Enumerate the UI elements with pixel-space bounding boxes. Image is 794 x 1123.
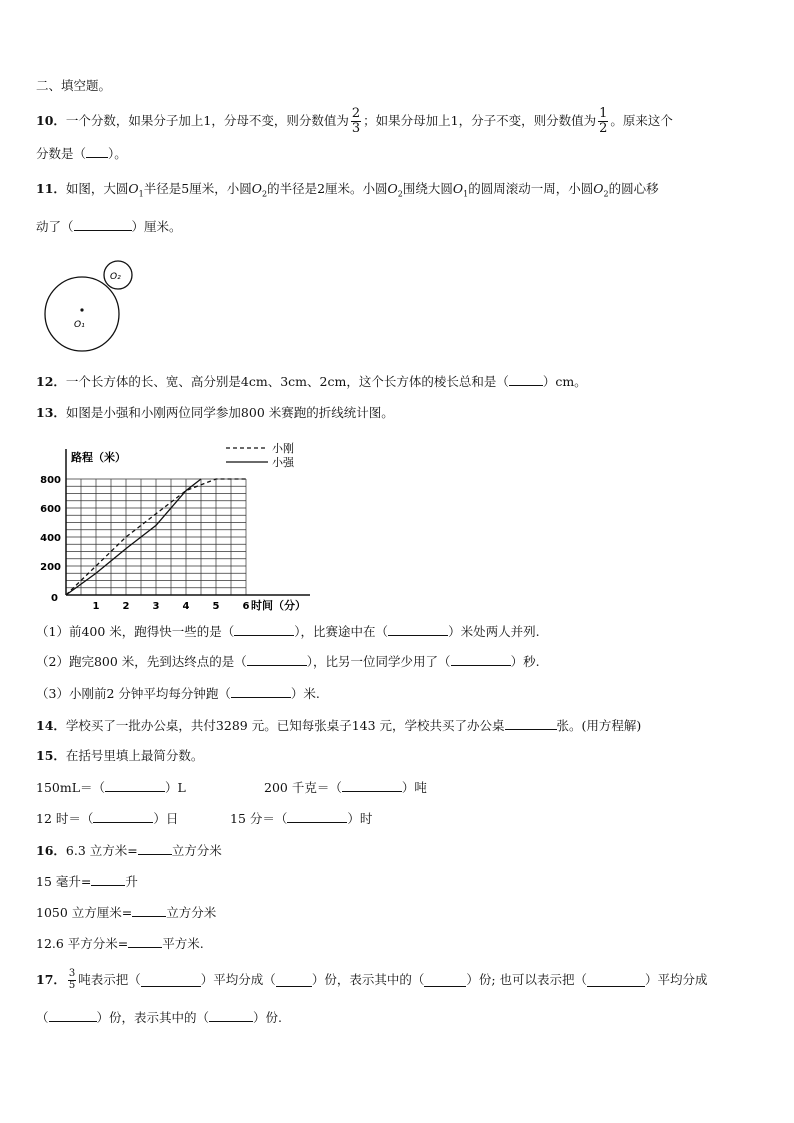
answer-blank[interactable]	[451, 664, 511, 666]
question-text: ；如果分母加上1，分子不变，则分数值为	[363, 112, 597, 128]
x-tick-label: 1	[92, 601, 100, 612]
answer-blank[interactable]	[138, 853, 172, 855]
x-tick-label: 6	[242, 601, 250, 612]
x-tick-label: 5	[212, 601, 220, 612]
line-chart	[36, 433, 336, 613]
x-axis-label: 时间（分）	[251, 599, 306, 612]
question-16-line1: 16．6.3 立方米= 立方分米	[36, 843, 222, 858]
x-tick-label: 2	[122, 601, 130, 612]
question-15: 15．在括号里填上最简分数。	[36, 748, 204, 763]
answer-blank[interactable]	[388, 634, 448, 636]
question-15-row1a: 150mL＝（ ）L	[36, 780, 186, 795]
answer-blank[interactable]	[234, 634, 294, 636]
question-11-line1: 11．如图，大圆$O_1$半径是5厘米，小圆$O_2$的半径是2厘米。小圆$O_2$围绕大圆$O_1$的圆周滚动一周，小圆$O_2$的圆心移	[36, 181, 659, 199]
y-axis-label: 路程（米）	[71, 451, 126, 464]
small-circle-label: O₂	[110, 272, 121, 282]
question-16-line2: 15 毫升= 升	[36, 874, 138, 889]
circles-figure	[40, 258, 140, 358]
y-tick-label: 400	[40, 533, 61, 544]
answer-blank[interactable]	[86, 156, 108, 158]
answer-blank[interactable]	[424, 985, 466, 987]
question-12: 12．一个长方体的长、宽、高分别是4cm、3cm、2cm，这个长方体的棱长总和是（ ）cm。	[36, 374, 587, 389]
question-number: 12．	[36, 374, 66, 389]
answer-blank[interactable]	[74, 229, 132, 231]
question-number: 13．	[36, 405, 66, 420]
answer-blank[interactable]	[141, 985, 201, 987]
y-tick-label: 200	[40, 562, 61, 573]
question-number: 10．	[36, 112, 66, 128]
answer-blank[interactable]	[505, 728, 557, 730]
answer-blank[interactable]	[509, 384, 543, 386]
question-number: 14．	[36, 718, 66, 733]
question-16-line4: 12.6 平方分米= 平方米.	[36, 936, 204, 951]
fraction-3-5: $\frac{3}{5}$	[68, 968, 76, 991]
answer-blank[interactable]	[93, 821, 153, 823]
answer-blank[interactable]	[132, 915, 166, 917]
question-14: 14．学校买了一批办公桌，共付3289 元。已知每张桌子143 元，学校共买了办公桌 张。(用方程解)	[36, 718, 642, 733]
answer-blank[interactable]	[287, 821, 347, 823]
answer-blank[interactable]	[587, 985, 645, 987]
question-13: 13．如图是小强和小刚两位同学参加800 米赛跑的折线统计图。	[36, 405, 394, 420]
x-tick-label: 4	[182, 601, 190, 612]
question-11-line2: 动了（ ）厘米。	[36, 219, 182, 234]
question-10-line2: 分数是（ ）。	[36, 146, 127, 161]
answer-blank[interactable]	[276, 985, 312, 987]
question-13-sub2: （2）跑完800 米，先到达终点的是（ ），比另一位同学少用了（ ）秒.	[36, 654, 540, 669]
y-tick-label: 800	[40, 475, 61, 486]
question-number: 17．	[36, 971, 66, 987]
answer-blank[interactable]	[49, 1020, 97, 1022]
fraction-2-3: $\frac{2}{3}$	[351, 105, 361, 136]
question-13-sub1: （1）前400 米，跑得快一些的是（ ），比赛途中在（ ）米处两人并列.	[36, 624, 540, 639]
legend-label: 小强	[272, 456, 294, 469]
big-circle-center	[80, 308, 83, 311]
question-number: 16．	[36, 843, 66, 858]
answer-blank[interactable]	[209, 1020, 253, 1022]
question-15-row1b: 200 千克＝（ ）吨	[264, 780, 427, 795]
big-circle	[45, 277, 119, 351]
question-17-line1: 17． $\frac{3}{5}$ 吨表示把（ ）平均分成（ ）份，表示其中的（ ）份; 也可以表示把（ ）平均分成	[36, 968, 708, 991]
x-tick-label: 3	[152, 601, 160, 612]
y-tick-label: 600	[40, 504, 61, 515]
answer-blank[interactable]	[342, 790, 402, 792]
question-17-line2: （ ）份，表示其中的（ ）份.	[36, 1010, 283, 1025]
answer-blank[interactable]	[231, 696, 291, 698]
question-10-line1	[36, 105, 673, 136]
question-number: 15．	[36, 748, 66, 763]
question-13-sub3: （3）小刚前2 分钟平均每分钟跑（ ）米.	[36, 686, 320, 701]
answer-blank[interactable]	[91, 884, 125, 886]
answer-blank[interactable]	[247, 664, 307, 666]
fraction-1-2: $\frac{1}{2}$	[599, 105, 608, 136]
section-title: 二、填空题。	[36, 78, 112, 93]
question-15-row2a: 12 时＝（ ）日	[36, 811, 179, 826]
question-number: 11．	[36, 181, 66, 196]
legend-label: 小刚	[272, 442, 294, 455]
origin-label: 0	[51, 593, 58, 604]
question-16-line3: 1050 立方厘米= 立方分米	[36, 905, 217, 920]
question-15-row2b: 15 分＝（ ）时	[230, 811, 373, 826]
big-circle-label: O₁	[74, 320, 85, 330]
answer-blank[interactable]	[128, 946, 162, 948]
answer-blank[interactable]	[105, 790, 165, 792]
question-text: 一个分数，如果分子加上1，分母不变，则分数值为	[65, 112, 349, 128]
question-text: 。原来这个	[610, 112, 673, 128]
